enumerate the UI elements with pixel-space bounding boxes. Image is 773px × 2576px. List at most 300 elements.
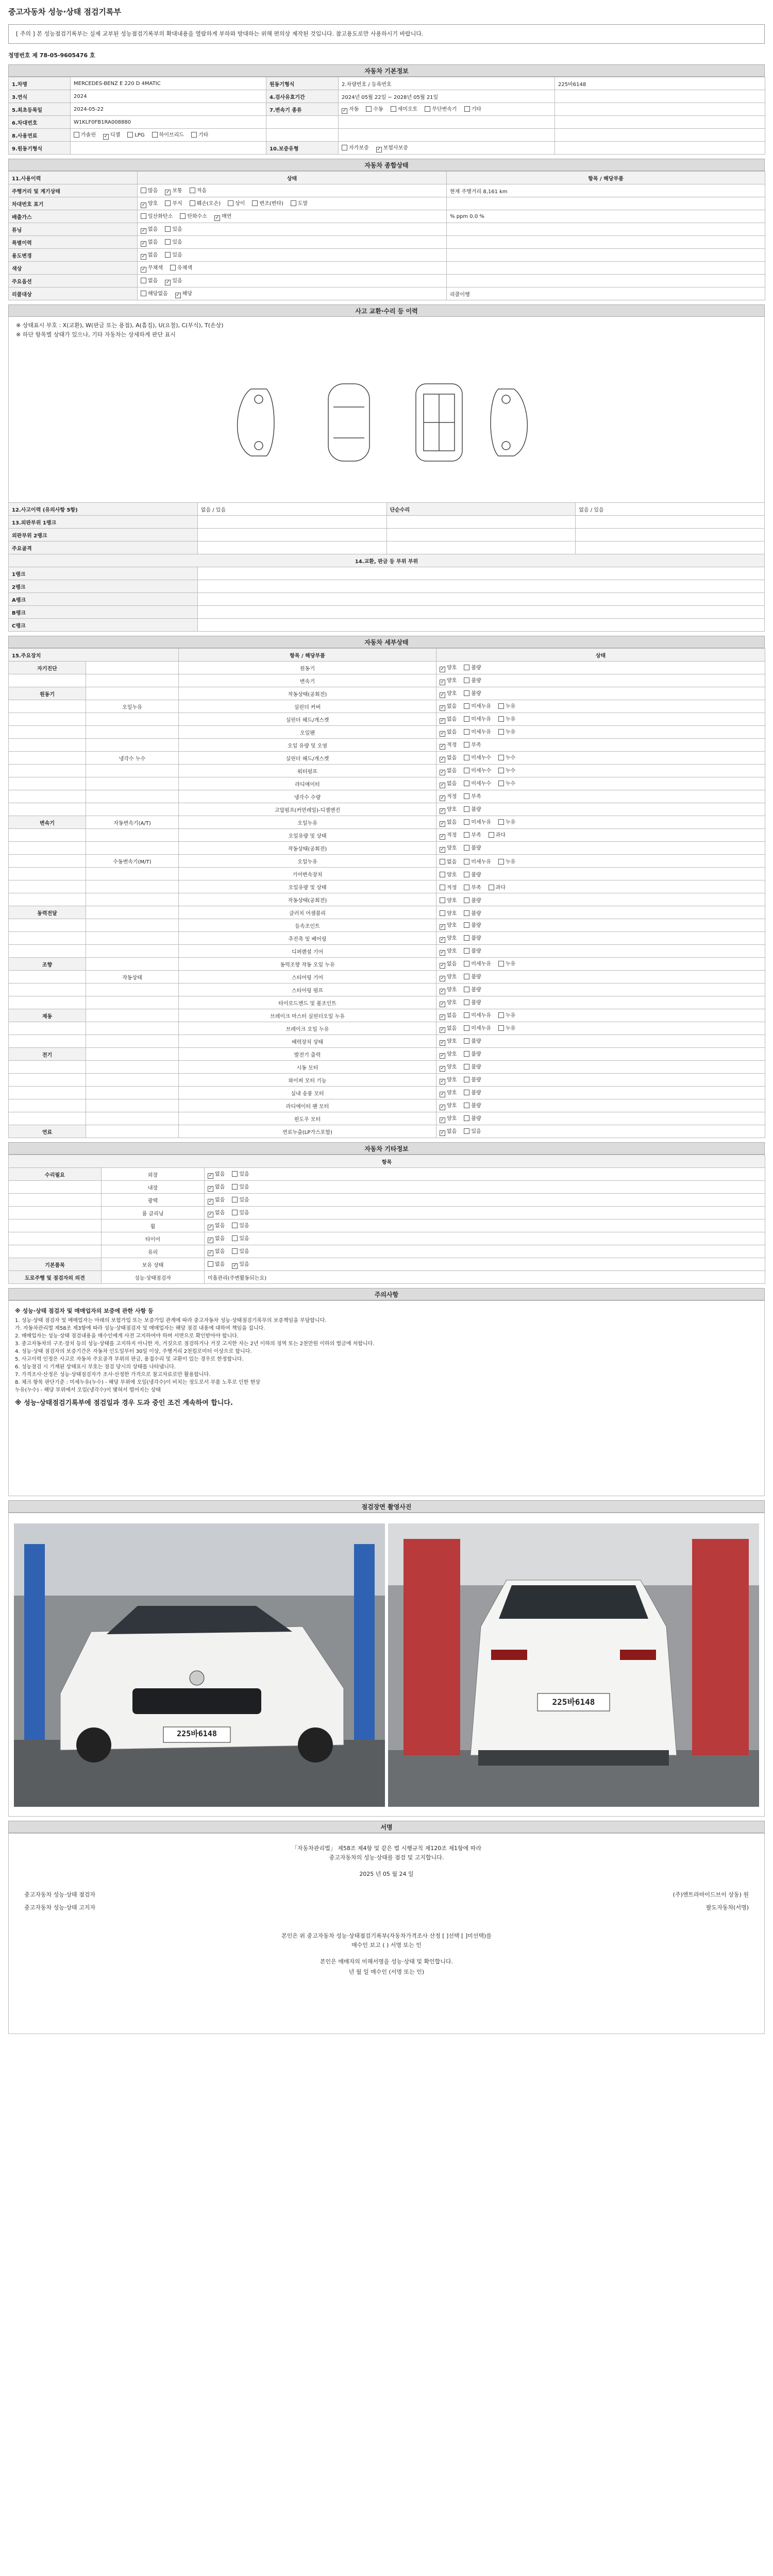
other-group	[9, 1207, 102, 1219]
other-item: 성능·상태점검자	[102, 1271, 205, 1284]
option-item: 탄화수소	[180, 212, 207, 219]
checkbox-icon	[232, 1184, 238, 1190]
checkbox-icon	[464, 974, 469, 979]
checkbox-icon	[464, 677, 469, 683]
detail-subgroup	[86, 1074, 179, 1087]
detail-options	[436, 1061, 765, 1074]
other-options	[205, 1194, 765, 1207]
table-row	[9, 842, 765, 855]
checked-box-icon	[440, 1105, 445, 1110]
basic-label: 1.차명	[9, 77, 71, 90]
checked-box-icon	[440, 963, 445, 969]
checked-box-icon	[440, 783, 445, 788]
checkbox-icon	[190, 200, 195, 206]
checked-box-icon	[440, 821, 445, 827]
overall-options	[138, 236, 447, 249]
checkbox-icon	[464, 1038, 469, 1044]
accident-value	[197, 529, 386, 541]
checkbox-icon	[440, 910, 445, 916]
table-row	[9, 893, 765, 906]
table-row	[9, 210, 765, 223]
option-item: 없음	[440, 857, 457, 865]
option-item: ✓ 양호	[141, 199, 158, 208]
detail-subgroup	[86, 984, 179, 996]
column-header: 항목 / 해당부품	[447, 172, 765, 184]
option-item: 누유	[498, 727, 515, 735]
detail-options	[436, 893, 765, 906]
detail-item: 실린더 헤드/개스켓	[179, 713, 436, 726]
checkbox-icon	[232, 1171, 238, 1177]
checked-box-icon	[440, 976, 445, 981]
notice-box: [ 주의 ] 본 성능점검기록부는 실제 교부된 성능점검기록부의 확대내용을 열람하게 부하와 방대하는 위해 편의상 제작된 것입니다. 참고용도로만 사용하시기 바랍니다.	[8, 24, 765, 44]
option-item: ✓ 양호	[440, 689, 457, 698]
other-options	[205, 1232, 765, 1245]
checked-box-icon	[440, 950, 445, 956]
option-item: 있음	[464, 1127, 481, 1134]
table-row	[9, 90, 765, 103]
note-item: 4. 성능·상태 점검자의 보증기간은 자동차 인도일부터 30일 이상, 주행거리 2천킬로미터 이상으로 합니다.	[15, 1349, 252, 1354]
other-group	[9, 1194, 102, 1207]
detail-subgroup	[86, 1125, 179, 1138]
checkbox-icon	[464, 690, 469, 696]
notes-area	[8, 1300, 765, 1496]
basic-value	[555, 129, 765, 142]
section-photo-title: 점검장면 촬영사진	[8, 1500, 765, 1513]
detail-options	[436, 868, 765, 880]
accident-label: 주요골격	[9, 541, 198, 554]
option-item: 미세누유	[464, 1024, 491, 1031]
checked-box-icon	[342, 108, 347, 114]
table-row	[9, 1245, 765, 1258]
checkbox-icon	[464, 665, 469, 670]
checkbox-icon	[165, 239, 171, 245]
checked-box-icon	[440, 744, 445, 750]
checkbox-icon	[498, 961, 504, 967]
transmission-options	[339, 103, 555, 116]
checkbox-icon	[232, 1210, 238, 1215]
rank-label: 1랭크	[9, 567, 198, 580]
table-row	[9, 1048, 765, 1061]
other-item: 휠	[102, 1219, 205, 1232]
detail-options	[436, 726, 765, 739]
option-item: 누수	[498, 779, 515, 787]
detail-item: 오일 유량 및 오염	[179, 739, 436, 752]
column-header: 15.주요장치	[9, 649, 179, 662]
checkbox-icon	[464, 768, 469, 773]
checked-box-icon	[440, 1092, 445, 1097]
detail-group	[9, 1112, 86, 1125]
note-item: 누유(누수) - 해당 부위에서 오일(냉각수)이 맺혀서 떨어지는 상태	[15, 1387, 161, 1393]
option-item: 미세누유	[464, 702, 491, 709]
checkbox-icon	[464, 987, 469, 992]
option-item: 불량	[464, 843, 481, 851]
checkbox-icon	[498, 781, 504, 786]
checked-box-icon	[103, 134, 109, 140]
option-item: 무단변속기	[425, 105, 457, 112]
other-options	[205, 1168, 765, 1181]
checkbox-icon	[141, 278, 146, 283]
detail-group: 조향	[9, 958, 86, 971]
detail-group	[9, 996, 86, 1009]
checkbox-icon	[425, 106, 430, 112]
checkbox-icon	[141, 188, 146, 193]
option-item: ✓ 없음	[440, 753, 457, 762]
opinion-value: 미흡관리(주변활동되는요)	[205, 1271, 765, 1284]
detail-subgroup	[86, 674, 179, 687]
detail-subgroup	[86, 1022, 179, 1035]
detail-subgroup	[86, 958, 179, 971]
option-item: 세미오토	[391, 105, 418, 112]
detail-group	[9, 971, 86, 984]
basic-value: 2024년 05월 22일 ~ 2028년 05월 21일	[339, 90, 555, 103]
option-item: ✓ 양호	[440, 998, 457, 1007]
overall-options	[138, 223, 447, 236]
section-sign-title: 서명	[8, 1821, 765, 1833]
detail-subgroup	[86, 1099, 179, 1112]
table-row	[9, 606, 765, 619]
car-outline-diagram	[9, 379, 765, 466]
detail-item: 클러치 어셈블리	[179, 906, 436, 919]
detail-subgroup	[86, 662, 179, 674]
checked-box-icon	[165, 280, 171, 285]
option-item: 양호	[440, 870, 457, 878]
car-front-photo	[14, 1523, 385, 1807]
option-item: ✓ 양호	[440, 1062, 457, 1072]
checkbox-icon	[498, 1025, 504, 1031]
detail-options	[436, 803, 765, 816]
option-item: ✓ 없음	[440, 1127, 457, 1136]
option-item: 미세누유	[464, 727, 491, 735]
detail-subgroup	[86, 842, 179, 855]
option-item: ✓ 보험사보증	[376, 143, 408, 152]
table-row	[9, 580, 765, 593]
detail-options	[436, 1022, 765, 1035]
detail-item: 시동 모터	[179, 1061, 436, 1074]
table-row	[9, 567, 765, 580]
accident-value: 없음 / 있음	[197, 503, 386, 516]
table-row	[9, 1035, 765, 1048]
option-item: 누유	[498, 1024, 515, 1031]
option-item: 불량	[464, 946, 481, 954]
option-item: ✓ 없음	[208, 1170, 225, 1179]
checked-box-icon	[440, 795, 445, 801]
section-accident-title: 사고 교환·수리 등 이력	[8, 304, 765, 317]
option-item: 누유	[498, 702, 515, 709]
option-item: 불량	[464, 921, 481, 928]
option-item: ✓ 양호	[440, 972, 457, 981]
other-group	[9, 1219, 102, 1232]
detail-item: 실린더 헤드/개스켓	[179, 752, 436, 765]
certificate-number: 정명번호 제 78-05-9605476 호	[8, 52, 95, 59]
option-item: ✓ 양호	[440, 843, 457, 853]
checkbox-icon	[464, 106, 470, 112]
detail-subgroup	[86, 868, 179, 880]
detail-item: 추진축 및 베어링	[179, 932, 436, 945]
checkbox-icon	[498, 716, 504, 722]
checked-box-icon	[208, 1212, 213, 1217]
overall-label: 차대번호 표기	[9, 197, 138, 210]
table-row	[9, 172, 765, 184]
checked-box-icon	[208, 1186, 213, 1192]
checkbox-icon	[291, 200, 296, 206]
warranty-options	[339, 142, 555, 155]
detail-item: 브레이크 마스터 실린더오일 누유	[179, 1009, 436, 1022]
basic-label	[266, 129, 339, 142]
accident-label: 외판부위 2랭크	[9, 529, 198, 541]
option-item: ✓ 없음	[440, 727, 457, 737]
detail-group	[9, 919, 86, 932]
basic-label	[266, 116, 339, 129]
option-item: ✓ 양호	[440, 1101, 457, 1110]
table-row	[9, 1181, 765, 1194]
option-item: ✓ 디젤	[103, 130, 120, 140]
damage-diagram-area	[8, 317, 765, 502]
table-row	[9, 262, 765, 275]
checkbox-icon	[74, 132, 79, 138]
checked-box-icon	[440, 718, 445, 724]
option-item: ✓ 없음	[208, 1247, 225, 1256]
option-item: 있음	[232, 1208, 249, 1216]
detail-group	[9, 880, 86, 893]
option-item: 불량	[464, 689, 481, 697]
other-item: 내장	[102, 1181, 205, 1194]
overall-note	[447, 223, 765, 236]
option-item: ✓ 없음	[440, 959, 457, 969]
accident-value	[576, 516, 765, 529]
checkbox-icon	[228, 200, 233, 206]
checkbox-icon	[152, 132, 158, 138]
option-item: 있음	[232, 1182, 249, 1190]
detail-group	[9, 1074, 86, 1087]
option-item: ✓ 없음	[208, 1221, 225, 1230]
detail-options	[436, 984, 765, 996]
table-row	[9, 1168, 765, 1181]
checked-box-icon	[141, 254, 146, 260]
notifier-label: 중고자동차 성능·상태 고지자	[24, 1904, 96, 1911]
other-group	[9, 1232, 102, 1245]
detail-subgroup	[86, 1112, 179, 1125]
overall-note	[447, 197, 765, 210]
checkbox-icon	[498, 703, 504, 709]
accident-label: 13.외판부위 1랭크	[9, 516, 198, 529]
other-item: 룸 클리닝	[102, 1207, 205, 1219]
overall-label: 용도변경	[9, 249, 138, 262]
detail-group: 전기	[9, 1048, 86, 1061]
option-item: ✓ 보통	[165, 186, 182, 195]
basic-label: 원동기형식	[266, 77, 339, 90]
option-item: 가솔린	[74, 130, 96, 138]
detail-subgroup	[86, 1048, 179, 1061]
rank-value	[197, 593, 764, 606]
car-sketch-row	[9, 379, 764, 466]
other-item: 외장	[102, 1168, 205, 1181]
detail-group	[9, 739, 86, 752]
table-row	[9, 1009, 765, 1022]
other-options	[205, 1219, 765, 1232]
table-row	[9, 996, 765, 1009]
checked-box-icon	[440, 1053, 445, 1059]
checked-box-icon	[440, 937, 445, 943]
overall-options	[138, 249, 447, 262]
overall-note: 현재 주행거리 8,161 km	[447, 184, 765, 197]
detail-group	[9, 1087, 86, 1099]
sign-line-2: 중고자동차의 성능·상태를 점검 및 고지합니다.	[329, 1854, 444, 1861]
detail-group	[9, 829, 86, 842]
option-item: 부족	[464, 792, 481, 800]
detail-options	[436, 1074, 765, 1087]
option-item: 하이브리드	[152, 130, 184, 138]
accident-label: 단순수리	[386, 503, 576, 516]
checked-box-icon	[440, 1002, 445, 1007]
option-item: ✓ 있음	[232, 1260, 249, 1269]
inspector-value: (주)엔트라마이드브이 상동) 원	[673, 1891, 749, 1898]
detail-status-table	[8, 648, 765, 1138]
section-detail-title: 자동차 세부상태	[8, 636, 765, 648]
basic-value: 2024	[71, 90, 266, 103]
accident-value: 없음 / 있음	[576, 503, 765, 516]
option-item: 불량	[464, 870, 481, 878]
photo-front	[14, 1523, 385, 1807]
detail-options	[436, 674, 765, 687]
rank-value	[197, 567, 764, 580]
option-item: ✓ 없음	[440, 766, 457, 775]
option-item: ✓ 없음	[440, 702, 457, 711]
detail-options	[436, 945, 765, 958]
option-item: ✓ 없음	[141, 225, 158, 234]
detail-options	[436, 765, 765, 777]
detail-options	[436, 855, 765, 868]
detail-item: 발전기 출력	[179, 1048, 436, 1061]
detail-item: 오일유량 및 상태	[179, 829, 436, 842]
option-item: ✓ 없음	[440, 715, 457, 724]
option-item: 미세누유	[464, 857, 491, 865]
basic-value: 2.차량번호 / 등록번호	[339, 77, 555, 90]
checkbox-icon	[464, 819, 469, 825]
option-item: ✓ 없음	[440, 1024, 457, 1033]
checkbox-icon	[464, 948, 469, 954]
checkbox-icon	[366, 106, 372, 112]
table-row	[9, 129, 765, 142]
detail-options	[436, 958, 765, 971]
checked-box-icon	[440, 1079, 445, 1084]
checkbox-icon	[190, 188, 195, 193]
option-item: 누유	[498, 857, 515, 865]
overall-status-table	[8, 171, 765, 300]
option-item: 있음	[232, 1247, 249, 1255]
detail-group: 변속기	[9, 816, 86, 829]
table-row	[9, 1022, 765, 1035]
option-item: ✓ 양호	[440, 663, 457, 672]
detail-group	[9, 868, 86, 880]
detail-subgroup	[86, 777, 179, 790]
option-item: 누유	[498, 715, 515, 722]
detail-item: 오일팬	[179, 726, 436, 739]
detail-group: 동력전달	[9, 906, 86, 919]
detail-item: 실내 송풍 모터	[179, 1087, 436, 1099]
other-options	[205, 1181, 765, 1194]
checkbox-icon	[440, 885, 445, 890]
section-notes-title: 주의사항	[8, 1288, 765, 1300]
basic-value: W1KLF0FB1RA008880	[71, 116, 266, 129]
option-item: ✓ 양호	[440, 1114, 457, 1123]
other-group	[9, 1245, 102, 1258]
overall-label: 리콜대상	[9, 287, 138, 300]
checked-box-icon	[141, 202, 146, 208]
checkbox-icon	[440, 872, 445, 877]
detail-options	[436, 1009, 765, 1022]
option-item: ✓ 양호	[440, 805, 457, 814]
detail-item: 원동기	[179, 662, 436, 674]
detail-item: 변속기	[179, 674, 436, 687]
table-row	[9, 1194, 765, 1207]
detail-item: 스티어링 기어	[179, 971, 436, 984]
option-item: 있음	[232, 1195, 249, 1203]
detail-item: 브레이크 오일 누유	[179, 1022, 436, 1035]
front-plate-text: 225바6148	[177, 1729, 217, 1738]
accident-label	[386, 529, 576, 541]
other-group	[9, 1181, 102, 1194]
table-row	[9, 1207, 765, 1219]
buyer-line-2: 매수인 보고 ( ) 서명 또는 인	[351, 1942, 422, 1948]
checkbox-icon	[464, 703, 469, 709]
detail-options	[436, 1099, 765, 1112]
checkbox-icon	[464, 755, 469, 760]
option-item: 상이	[228, 199, 245, 207]
column-header: 상태	[436, 649, 765, 662]
table-row	[9, 541, 765, 554]
checked-box-icon	[440, 1130, 445, 1136]
option-item: ✓ 양호	[440, 1075, 457, 1084]
column-header: 상태	[138, 172, 447, 184]
detail-group	[9, 777, 86, 790]
buyer-line-3: 본인은 매매자의 미해서명을 성능·상태 및 확인합니다.	[320, 1958, 453, 1965]
basic-value	[555, 103, 765, 116]
table-row	[9, 236, 765, 249]
option-item: ✓ 양호	[440, 1088, 457, 1097]
detail-options	[436, 880, 765, 893]
note-item: 가. 자동차관리법 제58조 제3항에 따라 성능·상태점검자 및 매매업자는 해당 점검 내용에 대하여 책임을 집니다.	[15, 1326, 265, 1331]
detail-subgroup: 오일누유	[86, 700, 179, 713]
table-row	[9, 752, 765, 765]
option-item: ✓ 양호	[440, 676, 457, 685]
note-item: 3. 중고자동차의 구조·장치 등의 성능·상태를 고지하지 아니한 자, 거짓으로 점검하거나 거짓 고지한 자는 2년 이하의 징역 또는 2천만원 이하의 벌금에 처합니다.	[15, 1341, 375, 1347]
detail-group: 원동기	[9, 687, 86, 700]
checked-box-icon	[440, 731, 445, 737]
detail-options	[436, 1048, 765, 1061]
checkbox-icon	[464, 897, 469, 903]
basic-value: MERCEDES-BENZ E 220 D 4MATIC	[71, 77, 266, 90]
option-item: 양호	[440, 909, 457, 917]
detail-group	[9, 984, 86, 996]
table-row	[9, 739, 765, 752]
checkbox-icon	[498, 859, 504, 865]
detail-item: 작동상태(공회전)	[179, 842, 436, 855]
rank-label: A랭크	[9, 593, 198, 606]
option-item: 미세누유	[464, 715, 491, 722]
option-item: 있음	[165, 225, 182, 232]
detail-group	[9, 726, 86, 739]
option-item: 불량	[464, 998, 481, 1006]
option-item: ✓ 해당	[175, 289, 192, 298]
detail-group	[9, 700, 86, 713]
detail-item: 동력조향 작동 오일 누유	[179, 958, 436, 971]
basic-value	[339, 129, 555, 142]
detail-options	[436, 971, 765, 984]
option-item: 미세누수	[464, 753, 491, 761]
checkbox-icon	[232, 1223, 238, 1228]
checked-box-icon	[141, 228, 146, 234]
checkbox-icon	[498, 819, 504, 825]
